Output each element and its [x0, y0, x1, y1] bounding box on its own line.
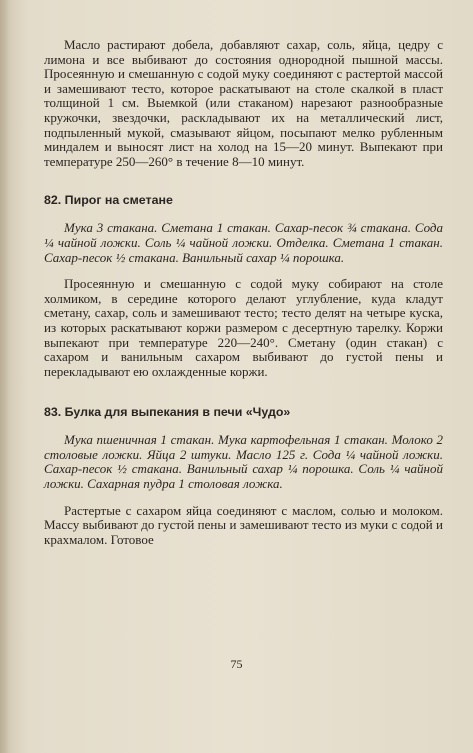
recipe-82-ingredients: Мука 3 стакана. Сметана 1 стакан. Сахар-песок ¾ стакана. Сода ¼ чайной ложки. Соль ¼ чайной ложки. Отделка. Сметана 1 стакан. Сахар-песок ½ стакана. Ванильный сахар ¼ порошка. — [44, 220, 443, 265]
recipe-82-method: Просеянную и смешанную с содой муку собирают на столе холмиком, в середине которого делают углубление, куда кладут сметану, сахар, соль и замешивают тесто; тесто делят на четыре куска, из которых раскатывают коржи размером с десертную тарелку. Коржи выпекают при температуре 220—240°. Сметану (один стакан) с сахаром и ванильным сахаром выбивают до густой пены и перекладывают ею охлажденные коржи. — [44, 276, 443, 379]
page-spine-shadow — [0, 0, 10, 753]
recipe-83-title: 83. Булка для выпекания в печи «Чудо» — [44, 405, 291, 420]
recipe-83-ingredients: Мука пшеничная 1 стакан. Мука картофельная 1 стакан. Молоко 2 столовые ложки. Яйца 2 штуки. Масло 125 г. Сода ¼ чайной ложки. Сахар-песок ½ стакана. Ванильный сахар ¼ порошка. Соль ¼ чайной ложки. Сахарная пудра 1 столовая ложка. — [44, 432, 443, 492]
page-number: 75 — [230, 657, 243, 671]
intro-paragraph: Масло растирают добела, добавляют сахар, соль, яйца, цедру с лимона и все выбивают до состояния однородной пышной массы. Просеянную и смешанную с содой муку соединяют с растертой массой и замешивают тесто, которое раскатывают на столе скалкой в пласт толщиной 1 см. Выемкой (или стаканом) нарезают разнообразные кружочки, звездочки, раскладывают их на металлический лист, подпыленный мукой, смазывают яйцом, посыпают мелко рубленным миндалем и выносят лист на холод на 15—20 минут. Выпекают при температуре 250—260° в течение 8—10 минут. — [44, 37, 443, 169]
recipe-83-method: Растертые с сахаром яйца соединяют с маслом, солью и молоком. Массу выбивают до густой пены и замешивают тесто из муки с содой и крахмалом. Готовое — [44, 502, 443, 547]
recipe-82-title: 82. Пирог на сметане — [44, 193, 173, 208]
